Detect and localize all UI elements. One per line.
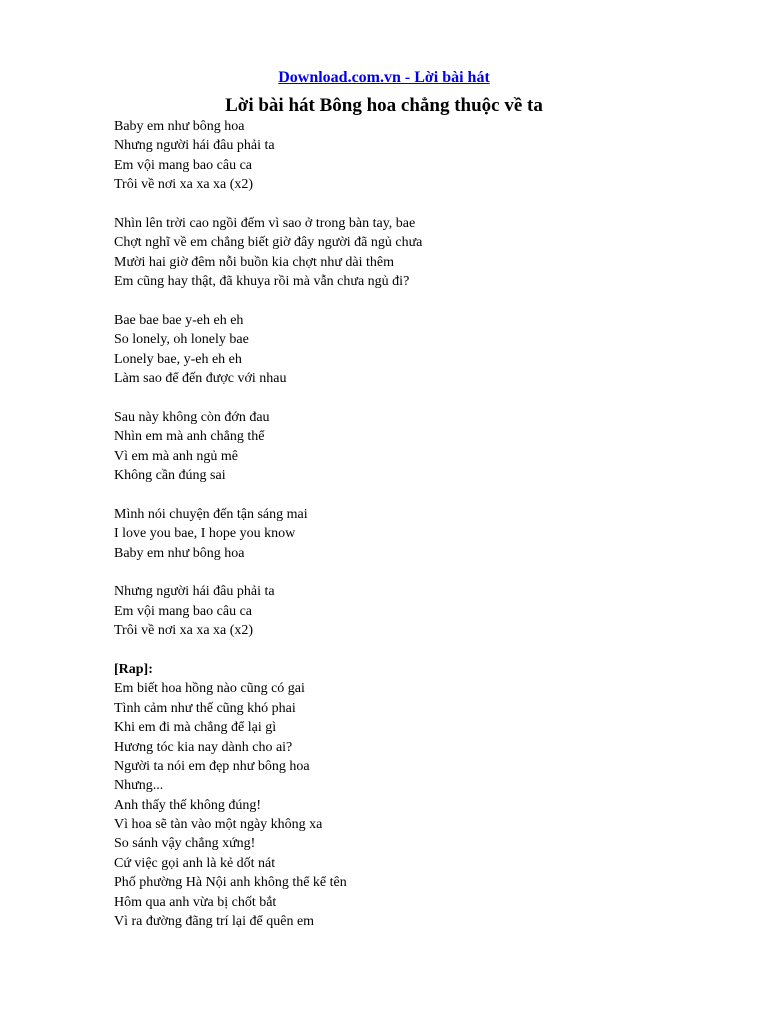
stanza-1 bbox=[114, 117, 734, 195]
lyric-line: Khi em đi mà chẳng để lại gì bbox=[114, 720, 277, 736]
source-link[interactable]: Download.com.vn - Lời bài hát bbox=[278, 69, 490, 86]
lyric-line: Tình cảm như thế cũng khó phai bbox=[114, 700, 296, 716]
lyric-line: Em cũng hay thật, đã khuya rồi mà vẫn chưa ngủ đi? bbox=[114, 274, 410, 290]
stanza-spacer bbox=[114, 563, 734, 582]
stanza-spacer bbox=[114, 195, 734, 214]
lyric-line: Không cần đúng sai bbox=[114, 468, 226, 484]
lyric-line: Vì em mà anh ngủ mê bbox=[114, 448, 239, 464]
lyric-line: Phố phường Hà Nội anh không thể kể tên bbox=[114, 875, 347, 891]
rap-section bbox=[114, 660, 734, 931]
lyric-line: Mình nói chuyện đến tận sáng mai bbox=[114, 506, 308, 522]
lyric-line: Cứ việc gọi anh là kẻ dốt nát bbox=[114, 855, 276, 871]
lyric-line: Vì hoa sẽ tàn vào một ngày không xa bbox=[114, 817, 323, 833]
lyric-line: Vì ra đường đãng trí lại để quên em bbox=[114, 914, 315, 930]
lyric-line: Hương tóc kia nay dành cho ai? bbox=[114, 739, 293, 755]
lyric-line: Hôm qua anh vừa bị chốt bắt bbox=[114, 894, 277, 910]
lyric-line: Baby em như bông hoa bbox=[114, 119, 245, 134]
lyric-line: Em vội mang bao câu ca bbox=[114, 603, 253, 619]
lyric-line: Anh thấy thế không đúng! bbox=[114, 797, 261, 813]
lyric-line: Chợt nghĩ về em chẳng biết giờ đây người đã ngủ chưa bbox=[114, 235, 423, 251]
stanza-spacer bbox=[114, 641, 734, 660]
lyric-line: Mười hai giờ đêm nỗi buồn kia chợt như dài thêm bbox=[114, 254, 395, 270]
lyric-line: Nhưng người hái đâu phải ta bbox=[114, 584, 275, 600]
lyric-line: Nhìn lên trời cao ngồi đếm vì sao ở trong bàn tay, bae bbox=[114, 215, 416, 231]
stanza-spacer bbox=[114, 292, 734, 311]
lyric-line: Làm sao để đến được với nhau bbox=[114, 371, 287, 387]
stanza-2 bbox=[114, 214, 734, 292]
stanza-4 bbox=[114, 408, 734, 486]
lyric-line: Baby em như bông hoa bbox=[114, 545, 245, 561]
lyric-line: Sau này không còn đớn đau bbox=[114, 409, 270, 425]
lyric-line: Bae bae bae y-eh eh eh bbox=[114, 312, 244, 328]
lyric-line: So sánh vậy chẳng xứng! bbox=[114, 836, 256, 852]
lyric-line: Nhìn em mà anh chẳng thể bbox=[114, 429, 265, 445]
lyric-line: Nhưng... bbox=[114, 778, 164, 794]
lyric-line: Em vội mang bao câu ca bbox=[114, 157, 253, 173]
lyric-line: Em biết hoa hồng nào cũng có gai bbox=[114, 681, 305, 697]
stanza-spacer bbox=[114, 388, 734, 407]
lyrics-body bbox=[114, 117, 734, 931]
stanza-5 bbox=[114, 505, 734, 563]
lyric-line: So lonely, oh lonely bae bbox=[114, 332, 249, 348]
stanza-6 bbox=[114, 582, 734, 640]
rap-label: [Rap]: bbox=[114, 661, 153, 677]
lyric-line: Người ta nói em đẹp như bông hoa bbox=[114, 758, 310, 774]
lyric-line: Trôi về nơi xa xa xa (x2) bbox=[114, 177, 254, 193]
lyric-line: I love you bae, I hope you know bbox=[114, 526, 296, 542]
page-title: Lời bài hát Bông hoa chẳng thuộc về ta bbox=[225, 95, 543, 116]
lyric-line: Lonely bae, y-eh eh eh bbox=[114, 351, 242, 367]
stanza-3 bbox=[114, 311, 734, 389]
stanza-spacer bbox=[114, 485, 734, 504]
lyric-line: Nhưng người hái đâu phải ta bbox=[114, 138, 275, 154]
lyric-line: Trôi về nơi xa xa xa (x2) bbox=[114, 623, 254, 639]
